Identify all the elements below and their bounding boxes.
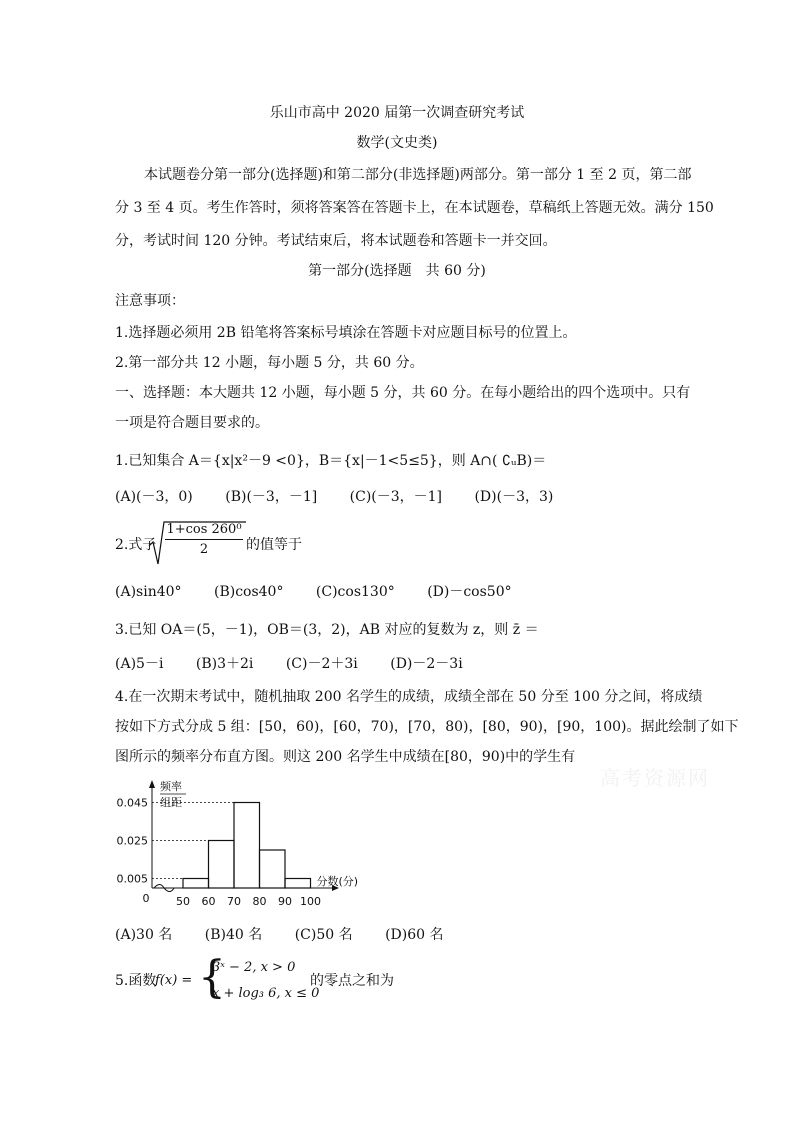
x-tick-label: 100 <box>300 895 321 908</box>
y-tick-label: 0.045 <box>116 796 148 810</box>
q1-stem: 1.已知集合 A＝{x|x²－9 <0}，B＝{x|－1<5≤5}，则 A∩( ∁ᵤB)＝ <box>115 453 547 469</box>
q2-denominator: 2 <box>199 542 209 557</box>
histogram-bar <box>260 850 286 888</box>
y-label-bottom: 组距 <box>160 796 182 809</box>
exam-subtitle: 数学(文史类) <box>356 135 438 151</box>
intro-line-1: 本试题卷分第一部分(选择题)和第二部分(非选择题)两部分。第一部分 1 至 2 页，第二部 <box>144 167 692 183</box>
q2-prefix: 2.式子 <box>115 537 157 553</box>
frequency-histogram <box>110 776 370 916</box>
q3-option-b: (B)3＋2i <box>195 656 254 672</box>
note-1: 1.选择题必须用 2B 铅笔将答案标号填涂在答题卡对应题目标号的位置上。 <box>115 325 577 341</box>
intro-line-3: 分，考试时间 120 分钟。考试结束后，将本试题卷和答题卡一并交回。 <box>115 233 557 249</box>
y-label-top: 频率 <box>160 780 182 793</box>
exam-title: 乐山市高中 2020 届第一次调查研究考试 <box>269 105 525 121</box>
x-tick-label: 50 <box>176 895 190 908</box>
q3-option-c: (C)－2＋3i <box>285 656 358 672</box>
q1-option-d: (D)(－3，3) <box>474 489 554 505</box>
x-tick-label: 90 <box>278 895 292 908</box>
part1-title: 第一部分(选择题 共 60 分) <box>308 263 486 279</box>
q1-option-b: (B)(－3，－1] <box>225 489 318 505</box>
q4-line-1: 4.在一次期末考试中，随机抽取 200 名学生的成绩，成绩全部在 50 分至 100 分之间，将成绩 <box>115 689 703 705</box>
q4-option-c: (C)50 名 <box>294 927 353 943</box>
q2-option-c: (C)cos130° <box>315 584 395 600</box>
q2-fraction <box>165 522 243 557</box>
x-tick-label: 80 <box>252 895 267 908</box>
q3-option-a: (A)5－i <box>115 656 164 672</box>
q4-options <box>115 926 471 944</box>
x-tick-label: 70 <box>227 895 241 908</box>
y-axis-arrow <box>149 780 155 788</box>
intro-line-2: 分 3 至 4 页。考生作答时，须将答案答在答题卡上，在本试题卷，草稿纸上答题无效。满分 150 <box>115 200 714 216</box>
q3-stem: 3.已知 OA＝(5，－1)，OB＝(3，2)，AB 对应的复数为 z，则 z̄ ＝ <box>115 622 539 638</box>
histogram-bar <box>234 803 260 889</box>
q1-options <box>115 488 581 506</box>
watermark: 高考资源网 <box>600 766 710 790</box>
note-2: 2.第一部分共 12 小题，每小题 5 分，共 60 分。 <box>115 355 424 371</box>
histogram-bar <box>183 879 209 889</box>
q4-line-3: 图所示的频率分布直方图。则这 200 名学生中成绩在[80，90)中的学生有 <box>115 749 576 765</box>
q5-function-name: f(x) = <box>155 973 193 988</box>
q3-options <box>115 655 491 673</box>
q2-numerator: 1+cos 260⁰ <box>165 522 243 540</box>
histogram-bar <box>285 879 311 889</box>
q1-option-c: (C)(－3，－1] <box>349 489 443 505</box>
q2-suffix: 的值等于 <box>246 537 302 553</box>
histogram-bar <box>209 841 235 889</box>
q1-option-a: (A)(－3，0) <box>115 489 193 505</box>
q4-option-a: (A)30 名 <box>115 927 173 943</box>
q3-option-d: (D)－2－3i <box>390 656 463 672</box>
notes-heading: 注意事项： <box>115 293 185 309</box>
x-axis-label: 分数(分) <box>316 875 359 888</box>
section1-line-2: 一项是符合题目要求的。 <box>115 415 269 431</box>
q5-case-1: 3ˣ − 2, x > 0 <box>212 960 296 975</box>
y-tick-label: 0.005 <box>116 872 148 886</box>
q4-option-b: (B)40 名 <box>204 927 263 943</box>
q4-option-d: (D)60 名 <box>385 927 444 943</box>
q2-option-b: (B)cos40° <box>213 584 284 600</box>
q2-options <box>115 583 540 601</box>
q4-line-2: 按如下方式分成 5 组：[50，60)，[60，70)，[70，80)，[80，90)，[90，100)。据此绘制了如下 <box>115 719 739 735</box>
q5-case-2: x + log₃ 6, x ≤ 0 <box>212 986 320 1001</box>
y-tick-label: 0.025 <box>116 834 148 848</box>
q5-prefix: 5.函数 <box>115 973 157 989</box>
origin-label: 0 <box>142 892 150 905</box>
x-tick-label: 60 <box>201 895 216 908</box>
q2-option-a: (A)sin40° <box>115 584 182 600</box>
piecewise-brace: { <box>198 952 226 1003</box>
section1-line-1: 一、选择题：本大题共 12 小题，每小题 5 分，共 60 分。在每小题给出的四个选项中。只有 <box>115 385 691 401</box>
q5-suffix: 的零点之和为 <box>310 973 394 989</box>
q2-option-d: (D)－cos50° <box>427 584 512 600</box>
